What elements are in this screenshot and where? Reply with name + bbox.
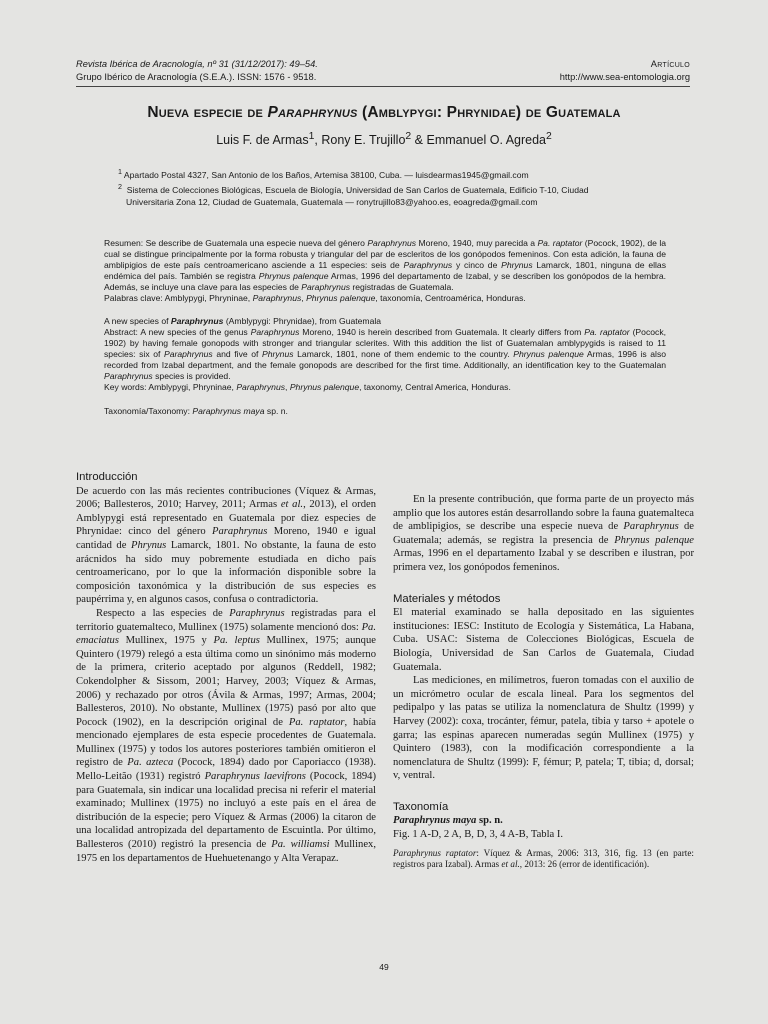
synonymy: Paraphrynus raptator: Víquez & Armas, 2006: 313, 316, fig. 13 (en parte: registros para Izabal). Armas et al., 2013: 26 (error de identificación). [393,847,694,870]
author-3: Emmanuel O. Agreda [426,133,547,148]
palabras-clave: Palabras clave: Amblypygi, Phryninae, Paraphrynus, Phrynus palenque, taxonomía, Centroamérica, Honduras. [104,293,526,304]
affiliation-num: 2 [118,182,122,191]
methods-paragraph-2: Las mediciones, en milímetros, fueron tomadas con el auxilio de un micrómetro ocular de escala lineal. Para los segmentos del pedipalpo y las patas se utiliza la nomenclatura de Shultz (1999) y Harvey (2002): coxa, trocánter, fémur, patela, tibia y tarso + apotele o garra; las espinas aparecen numeradas según Mullinex (1975) y Quintero (1983), con la modificación correspondiente a la nomenclatura de Shultz (1999): F, fémur; P, patela; T, tibia; d, dorsal; v, ventral. [393,675,694,782]
paper-title [0,104,768,122]
title-genus: Paraphrynus [267,104,358,121]
page-number: 49 [379,962,389,972]
author-sep: , [314,133,322,148]
author-list [0,131,768,147]
affiliation-num: 1 [118,168,122,176]
section-heading-methods: Materiales y métodos [393,592,501,605]
intro-paragraph-3: En la presente contribución, que forma parte de un proyecto más amplio que los autores están desarrollando sobre la fauna guatemalteca de amblipigios, se describe una especie nueva de Paraphrynus de Guatemala; además, se registra la presencia de Phrynus palenque Armas, 1996 en el departamento Izabal y se describen e ilustran, por primera vez, los gonópodos femeninos. [393,494,695,573]
species-heading: Paraphrynus maya sp. n. [393,815,503,827]
english-abstract: Abstract: A new species of the genus Paraphrynus Moreno, 1940 is herein described from Guatemala. It clearly differs from Pa. raptator (Pocock, 1902) by having female gonopods with stronger and triangular sclerites. With this addition the list of Guatemalan amblypygids is raised to 11 species: six of Paraphrynus and five of Phrynus Lamarck, 1801, none of them endemic to the country. Phrynus palenque Armas, 1996 is also recorded from Izabal department, and the female gonopods are described for the first time. Additionally, an identification key to the Guatemalan Paraphrynus species is provided. [104,326,667,382]
section-heading-taxonomy: Taxonomía [393,800,449,813]
journal-url[interactable]: http://www.sea-entomologia.org [559,72,690,82]
taxonomy-line: Taxonomía/Taxonomy: Paraphrynus maya sp. n. [104,406,288,417]
running-header [76,58,690,87]
intro-paragraph-1: De acuerdo con las más recientes contribuciones (Víquez & Armas, 2006; Ballesteros, 2010; Harvey, 2011; Armas et al., 2013), el orden Amblypygi está representado en Guatemala por diez especies de Phrynidae: cinco del género Paraphrynus Moreno, 1940 e igual cantidad de Phrynus Lamarck, 1801. No obstante, la fauna de esto arácnidos ha sido muy pobremente estudiada en dicho país centroamericano, por lo que la información disponible sobre la composición taxonómica y la distribución de sus especies es paupérrima y, en algunos casos, confusa o contradictoria. [76,485,377,606]
affiliation-text: Sistema de Colecciones Biológicas, Escuela de Biología, Universidad de San Carlos de Guatemala, Edificio T-10, Ciudad [126,184,589,195]
affiliation-text: Apartado Postal 4327, San Antonio de los Baños, Artemisa 38100, Cuba. — luisdearmas1945@gmail.com [123,169,529,180]
group-issn: Grupo Ibérico de Aracnología (S.E.A.). ISSN: 1576 - 9518. [76,72,317,82]
methods-paragraph-1: El material examinado se halla depositado en las siguientes instituciones: IESC: Instituto de Ecología y Sistemática, La Habana, Cuba. USAC: Sistema de Colecciones Biológicas, Escuela de Biología, Universidad de San Carlos de Guatemala, Ciudad Guatemala. [393,607,694,673]
title-prefix: Nueva especie de [147,104,268,121]
figure-refs: Fig. 1 A-D, 2 A, B, D, 3, 4 A-B, Tabla I. [393,829,564,841]
english-title: A new species of Paraphrynus (Amblypygi: Phrynidae), from Guatemala [104,315,382,326]
article-category: Artículo [650,59,690,69]
key-words: Key words: Amblypygi, Phryninae, Paraphrynus, Phrynus palenque, taxonomy, Central America, Honduras. [104,382,511,393]
author-1: Luis F. de Armas [216,133,309,148]
author-sep: & [411,133,427,148]
section-heading-intro: Introducción [76,471,138,483]
abstract-block [104,238,666,417]
author-3-sup: 2 [546,131,552,142]
affiliation-1 [118,166,688,181]
right-column [393,493,694,871]
journal-citation: Revista Ibérica de Aracnología, nº 31 (31/12/2017): 49–54. [76,59,318,69]
affiliation-2-cont: Universitaria Zona 12, Ciudad de Guatemala, Guatemala — ronytrujillo83@yahoo.es, eoagreda@gmail.com [126,196,538,207]
affiliations [118,166,688,208]
author-2: Rony E. Trujillo [321,133,406,148]
left-column [76,471,376,865]
resumen: Resumen: Se describe de Guatemala una especie nueva del género Paraphrynus Moreno, 1940, muy parecida a Pa. raptator (Pocock, 1902), de la cual se distingue principalmente por la forma robusta y triangular del par de escleritos de los gonópodos femeninos. Con esta adición, la fauna de amblipigios de este país centroamericano asciende a 11 especies: seis de Paraphrynus y cinco de Phrynus Lamarck, 1801, ninguna de ellas endémica del país. También se registra Phrynus palenque Armas, 1996 del departamento de Izabal, y se describen los gonópodos de la hembra. Además, se incluye una clave para las especies de Paraphrynus registradas de Guatemala. [104,238,667,293]
author-2-sup: 2 [405,131,412,142]
author-1-sup: 1 [308,131,315,142]
affiliation-2 [118,181,688,196]
intro-paragraph-2: Respecto a las especies de Paraphrynus registradas para el territorio guatemalteco, Mullinex (1975) solamente mencionó dos: Pa. emaciatus Mullinex, 1975 y Pa. leptus Mullinex, 1975; aunque Quintero (1979) relegó a esta última como un sinónimo más moderno de la primera, criterio aceptado por algunos (Reddell, 1982; Cokendolpher & Sissom, 2001; Harvey, 2003; Víquez & Armas, 2006) y rechazado por otros (Ávila & Armas, 1997; Armas, 2004; Ballesteros, 2010). No obstante, Mullinex (1975) pasó por alto que Pocock (1902), en la descripción original de Pa. raptator, había mencionado ejemplares de esta especie procedentes de Guatemala. Mullinex (1975) y todos los autores posteriores también omitieron el registro de Pa. azteca (Pocock, 1894) dado por Caporiacco (1938). Mello-Leitão (1931) registró Paraphrynus laevifrons (Pocock, 1894) para Guatemala, sin indicar una localidad precisa ni referir el material examinado; Mullinex (1975) no incluyó a este país en el área de distribución de la especie; pero Víquez & Armas (2006) la citaron de una localidad antropizada del departamento de Escuintla. Por último, Ballesteros (2010) registró la presencia de Pa. williamsi Mullinex, 1975 en los departamentos de Huehuetenango y Alta Verapaz. [76,607,377,864]
title-suffix: (Amblypygi: Phrynidae) de Guatemala [357,104,621,121]
